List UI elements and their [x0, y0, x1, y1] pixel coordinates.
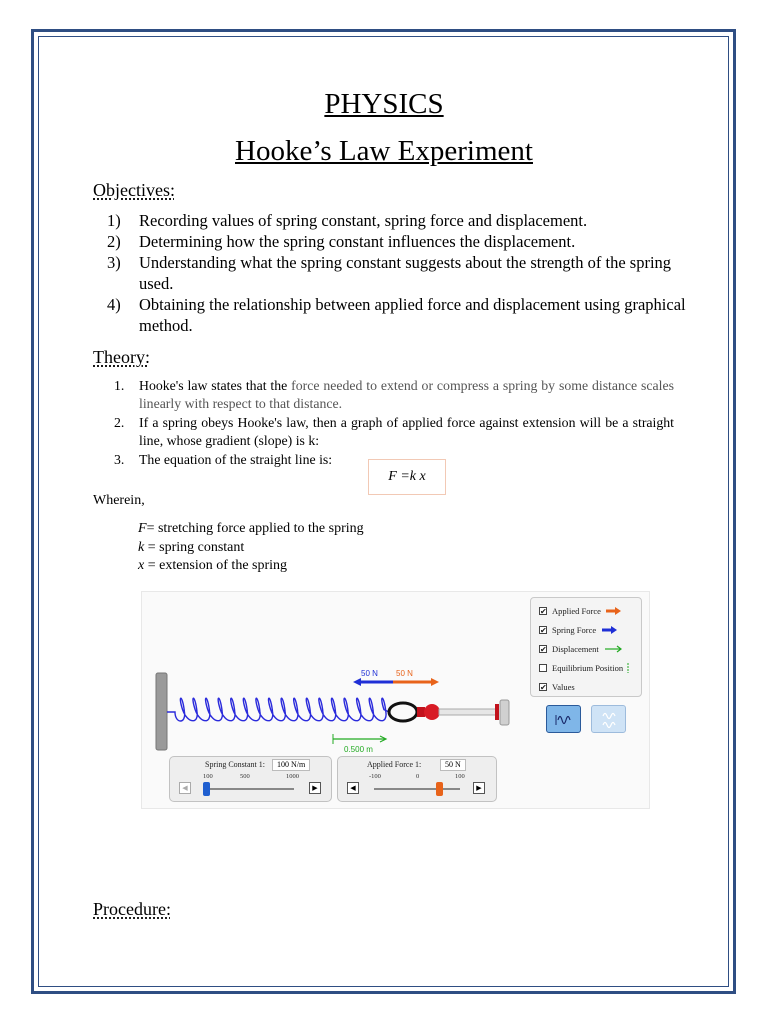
- option-applied-force[interactable]: [539, 606, 622, 616]
- spring-force-icon: [602, 626, 618, 634]
- decrement-button[interactable]: ◀: [179, 782, 191, 794]
- option-label: Equilibrium Position: [552, 663, 624, 673]
- option-label: Values: [552, 682, 575, 692]
- list-item: [107, 252, 687, 294]
- single-spring-view-button[interactable]: [546, 705, 581, 733]
- checkbox[interactable]: ✔: [540, 607, 547, 616]
- decrement-button[interactable]: ◀: [347, 782, 359, 794]
- tick-label: 1000: [286, 773, 299, 780]
- applied-force-arrow: [393, 678, 439, 686]
- hand-rod: [439, 709, 497, 715]
- procedure-heading: Procedure:: [93, 899, 171, 919]
- tick-label: 100: [455, 773, 465, 780]
- list-text: Obtaining the relationship between applied force and displacement using graphical method.: [139, 295, 686, 335]
- two-springs-view-button[interactable]: [591, 705, 626, 733]
- list-number: 3): [107, 253, 121, 272]
- wherein-label: Wherein,: [93, 493, 145, 508]
- tick-label: 500: [240, 773, 250, 780]
- increment-button[interactable]: ▶: [473, 782, 485, 794]
- list-item: [114, 414, 674, 450]
- option-label: Displacement: [552, 644, 599, 654]
- tick-label: -100: [369, 773, 381, 780]
- spring: [167, 698, 389, 721]
- option-label: Spring Force: [552, 625, 597, 635]
- spring-hook: [389, 703, 417, 721]
- option-spring-force[interactable]: [539, 625, 618, 635]
- applied-force-slider-panel: [337, 756, 497, 802]
- definitions-list: [138, 520, 364, 576]
- checkbox[interactable]: [539, 664, 547, 672]
- option-equilibrium-position[interactable]: [539, 663, 630, 673]
- list-text: Determining how the spring constant influences the displacement.: [139, 232, 576, 251]
- definition-symbol: k: [138, 539, 145, 555]
- subject-title: PHYSICS: [324, 88, 444, 120]
- list-item: [107, 231, 687, 252]
- list-text: Recording values of spring constant, spring force and displacement.: [139, 211, 588, 230]
- applied-force-label: Applied Force 1:: [367, 760, 422, 769]
- list-number: 3.: [114, 452, 125, 467]
- list-number: 2): [107, 232, 121, 251]
- page-title: Hooke’s Law Experiment: [235, 135, 533, 167]
- definition-item: [138, 539, 364, 558]
- hand-grip: [417, 707, 425, 717]
- two-springs-icon: [592, 706, 627, 734]
- list-text-quoted: force needed to extend or compress a spring by some distance scales linearly with respect to that distance.: [139, 378, 674, 411]
- increment-button[interactable]: ▶: [309, 782, 321, 794]
- slider-track[interactable]: [206, 788, 294, 790]
- rod-end: [495, 704, 499, 720]
- applied-force-slider-value: 50 N: [440, 759, 466, 771]
- single-spring-icon: [547, 706, 582, 734]
- applied-force-value: 50 N: [396, 669, 413, 678]
- tick-label: 0: [416, 773, 420, 780]
- applied-force-thumb[interactable]: [436, 782, 443, 796]
- definition-text: = stretching force applied to the spring: [146, 521, 364, 536]
- equilibrium-icon: [626, 663, 630, 673]
- list-number: 1): [107, 211, 121, 230]
- list-item: [107, 210, 687, 231]
- list-item: [114, 377, 674, 413]
- applied-force-icon: [606, 607, 622, 615]
- definition-text: = spring constant: [144, 539, 245, 555]
- list-text: The equation of the straight line is:: [139, 452, 333, 467]
- spring-constant-thumb[interactable]: [203, 782, 210, 796]
- list-number: 4): [107, 295, 121, 314]
- displacement-icon: [605, 645, 623, 653]
- tick-label: 100: [203, 773, 213, 780]
- rod-mount: [500, 700, 509, 725]
- theory-list: [114, 377, 674, 470]
- page-border-inner: [38, 36, 729, 987]
- option-values[interactable]: [539, 682, 575, 692]
- spring-constant-label: Spring Constant 1:: [205, 760, 266, 769]
- checkbox[interactable]: ✔: [540, 626, 547, 635]
- spring-constant-value: 100 N/m: [272, 759, 310, 771]
- definition-item: [138, 557, 364, 576]
- objectives-heading: Objectives:: [93, 180, 175, 200]
- list-number: 2.: [114, 415, 125, 430]
- spring-constant-slider-panel: [169, 756, 332, 802]
- objectives-list: [107, 210, 687, 336]
- slider-track[interactable]: [374, 788, 460, 790]
- spring-force-arrow: [353, 678, 393, 686]
- definition-symbol: F: [138, 521, 147, 536]
- list-number: 1.: [114, 378, 125, 393]
- checkbox[interactable]: ✔: [540, 645, 547, 654]
- hand: [424, 704, 440, 720]
- spring-force-value: 50 N: [361, 669, 378, 678]
- equation-box: F =k x: [368, 459, 446, 495]
- list-item: [107, 294, 687, 336]
- definition-symbol: x: [138, 558, 145, 573]
- wall: [156, 673, 167, 750]
- list-text: Hooke's law states that the: [139, 378, 292, 393]
- displacement-value: 0.500 m: [344, 745, 373, 754]
- definition-item: [138, 520, 364, 539]
- option-displacement[interactable]: [539, 644, 623, 654]
- option-label: Applied Force: [552, 606, 601, 616]
- definition-text: = extension of the spring: [144, 558, 288, 573]
- display-options-panel: [530, 597, 642, 697]
- list-text: Understanding what the spring constant suggests about the strength of the spring used.: [139, 253, 672, 293]
- theory-heading: Theory:: [93, 347, 150, 367]
- checkbox[interactable]: ✔: [540, 683, 547, 692]
- list-text: If a spring obeys Hooke's law, then a graph of applied force against extension will be a straight line, whose gradient (slope) is k:: [139, 415, 674, 448]
